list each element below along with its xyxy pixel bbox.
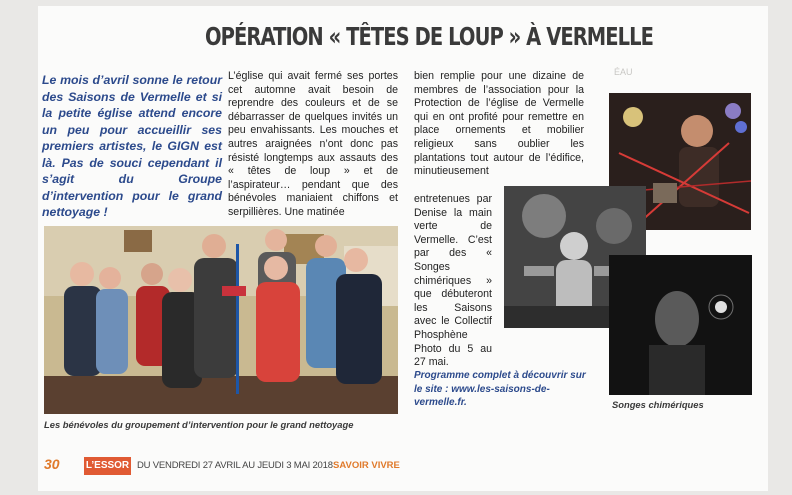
group-photo-caption: Les bénévoles du groupement d’intervention pour le grand nettoyage	[44, 419, 354, 430]
article-column-2: L’église qui avait fermé ses portes cet automne avait besoin de reprendre des couleurs et de se débarrasser de quelques invités un peu envahissants. Les mouches et autres araignées n’ont donc pas résisté longtemps aux assauts des « têtes de loup » et de l’aspirateur… pendant que des bénévoles maniaient chiffons et serpillières. Une matinée	[228, 70, 398, 218]
exhibition-photo-3-art	[609, 255, 752, 395]
section-name: SAVOIR VIVRE	[333, 460, 400, 471]
article-intro: Le mois d’avril sonne le retour des Saisons de Vermelle et si la petite église attend encore un peu pour accueillir ses premiers artistes, le GIGN est là. Pas de souci cependant il s’agit du Groupe d’intervention pour le grand nettoyage !	[42, 73, 222, 219]
issue-date: DU VENDREDI 27 AVRIL AU JEUDI 3 MAI 2018	[137, 460, 333, 471]
article-column-3-bottom: entretenues par Denise la main verte de Vermelle. C’est par des « Songes chimériques » que débuteront les Saisons avec le Collectif Phosphène Photo du 5 au 27 mai.	[414, 193, 492, 369]
program-note: Programme complet à découvrir sur le site : www.les-saisons-de-vermelle.fr.	[414, 370, 586, 408]
article-title: OPÉRATION « TÊTES DE LOUP » À VERMELLE	[205, 22, 654, 51]
page-number: 30	[44, 456, 60, 472]
exhibition-photo-caption: Songes chimériques	[612, 399, 704, 410]
volunteers-group-photo	[44, 226, 398, 414]
exhibition-photo-3	[609, 255, 752, 395]
volunteers-photo-art	[44, 226, 398, 414]
article-column-3-top: bien remplie pour une dizaine de membres de l’association pour la Protection de l’église de Vermelle qui en ont profité pour remettre en place ornements et mobilier religieux sans oublier les plantations tout autour de l’édifice, minutieusement	[414, 70, 584, 178]
newspaper-logo: L’ESSOR	[84, 457, 131, 475]
facing-page-bleed: ÉAU	[614, 67, 633, 77]
